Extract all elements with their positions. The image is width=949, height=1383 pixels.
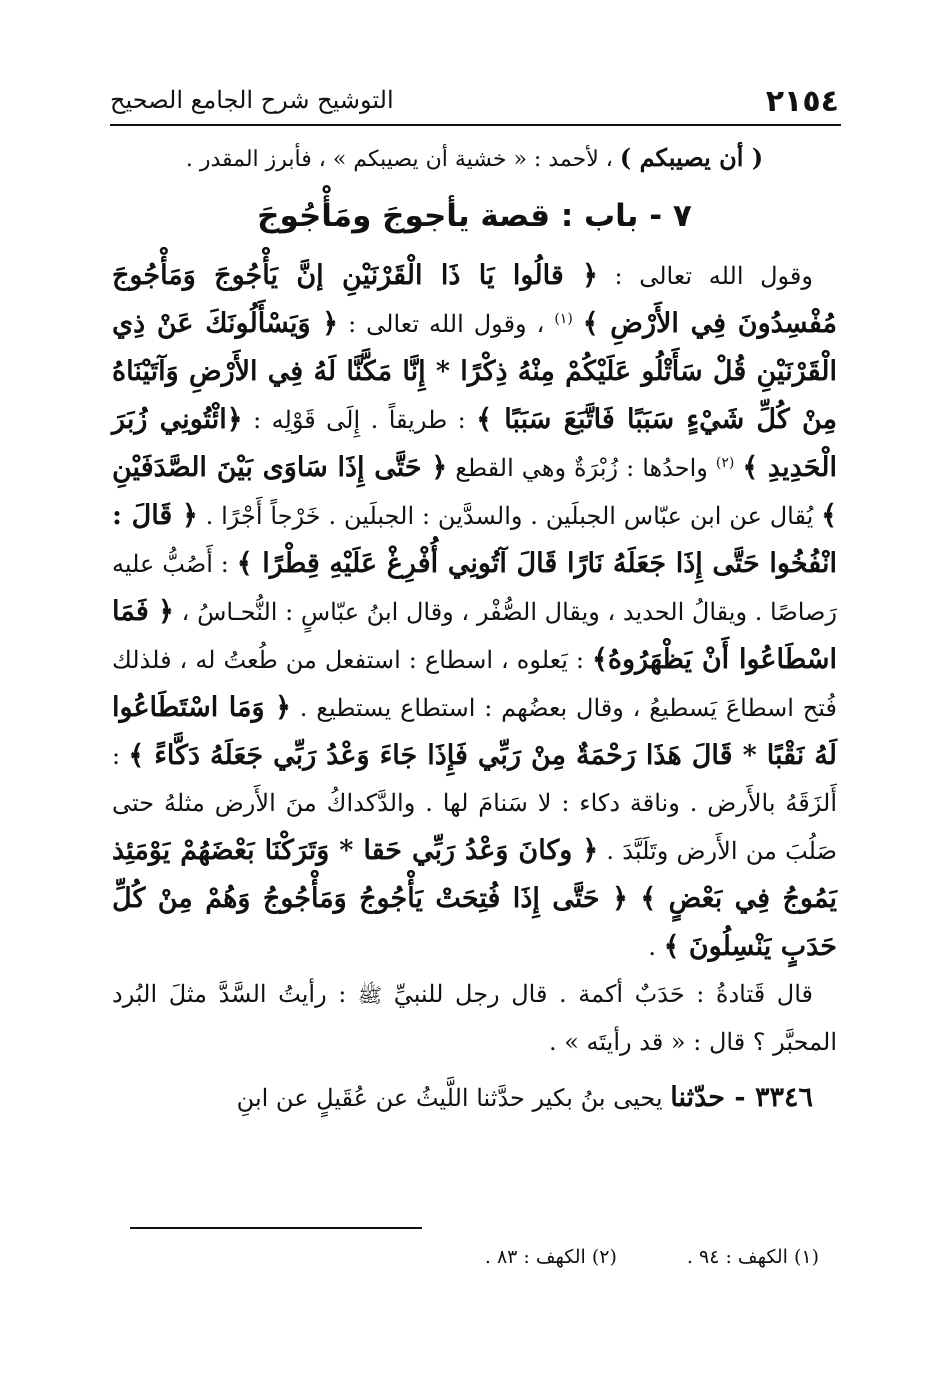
text-segment: يُقال عن ابن عبّاس الجبلَين . والسدَّين : الجبلَين . خَرْجاً أَجْرًا .: [205, 502, 814, 530]
qatada-paragraph: [112, 971, 837, 1066]
text-segment: : أَلزَقَهُ بالأَرض . وناقة دكاء : لا سَنامَ لها . والدَّكداكُ منَ الأَرض مثلهُ حتى صَلُبَ من الأَرض وتَلَبَّدَ .: [112, 742, 837, 865]
page-number: ٢١٥٤: [765, 84, 839, 119]
text-segment: واحدُها : زُبْرَةٌ وهي القطع: [455, 454, 708, 482]
hadith-text: يحيى بنُ بكير حدَّثنا اللَّيثُ عن عُقَيلٍ عن ابنِ: [236, 1084, 663, 1112]
text-segment: : أَصُبُّ عليه رَصاصًا . ويقالُ الحديد ، ويقال الصُّفْر ، وقال ابنُ عبّاسٍ : النُّحـاسُ ،: [112, 550, 837, 626]
intro-note: [112, 134, 837, 184]
quran-quote: ﴿ائْتُونِي زُبَرَ الْحَدِيدِ ﴾: [112, 404, 837, 483]
quran-quote: ﴿ قَالَ : انْفُخُوا حَتَّى إِذَا جَعَلَهُ نَارًا قَالَ آتُونِي أُفْرِغْ عَلَيْهِ قِطْرًا ﴾: [112, 500, 837, 579]
text-segment: قال قَتادةُ : حَدَبٌ أكمة . قال رجل للنبيِّ: [393, 980, 813, 1008]
text-segment: : طريقاً . إِلَى قَوْلِه :: [253, 406, 466, 434]
text-segment: .: [648, 933, 656, 961]
hadith-paragraph: [112, 1074, 837, 1122]
quran-quote: ﴿ حَتَّى إِذَا سَاوَى بَيْنَ الصَّدَفَيْنِ ﴾: [112, 452, 837, 531]
footnote-ref: (١): [554, 311, 573, 327]
footnotes: [300, 1246, 819, 1268]
salawat-glyph: ﷺ: [357, 983, 383, 1007]
text-segment: : رأيتُ السَّدَّ مثلَ البُرد المحبَّر ؟ قال : « قد رأيتَه » .: [112, 980, 837, 1056]
hadith-number: ٣٣٤٦ - حدّثنا: [670, 1082, 813, 1113]
text-segment: ، وقول الله تعالى :: [348, 310, 545, 338]
footnote-ref: (٢): [715, 455, 735, 471]
quran-quote: ﴿ وكانَ وَعْدُ رَبِّي حَقا * وَتَرَكْنَا بَعْضَهُمْ يَوْمَئِذ يَمُوجُ فِي بَعْضٍ ﴾ ﴿ حَتَّى إِذَا فُتِحَتْ يَأْجُوجُ وَمَأْجُوجُ وَهُمْ مِنْ كُلِّ حَدَبٍ يَنْسِلُونَ ﴾: [112, 835, 837, 962]
quran-quote: ﴿ فَمَا اسْطَاعُوا أَنْ يَظْهَرُوهُ﴾: [112, 596, 838, 675]
running-title: التوشيح شرح الجامع الصحيح: [110, 86, 394, 114]
quran-quote: ﴿ قالُوا يَا ذَا الْقَرْنَيْنِ إنَّ يَأْجُوجَ وَمَأْجُوجَ مُفْسِدُونَ فِي الأَرْضِ ﴾: [112, 260, 837, 339]
quran-quote: ﴿ وَيَسْأَلُونَكَ عَنْ ذِي الْقَرْنَيْنِ قُلْ سَأَتْلُو عَلَيْكُمْ مِنْهُ ذِكْرًا * إِنَّا مَكَّنَّا لَهُ فِي الأَرْضِ وَآتَيْنَاهُ مِنْ كُلِّ شَيْءٍ سَبَبًا فَاتَّبَعَ سَبَبًا ﴾: [112, 308, 837, 435]
footnote-rule: [130, 1227, 422, 1229]
footnote: (٢) الكهف : ٨٣ .: [484, 1246, 617, 1268]
intro-note-bold: ( أن يصيبكم ): [619, 143, 764, 172]
page-body: [112, 134, 837, 1122]
main-paragraph: [112, 252, 837, 971]
intro-note-rest: ، لأحمد : « خشية أن يصيبكم » ، فأبرز المقدر .: [185, 147, 613, 172]
header-rule: [110, 124, 841, 126]
text-segment: وقول الله تعالى :: [614, 262, 813, 290]
quran-quote: ﴿ وَمَا اسْتَطَاعُوا لَهُ نَقْبًا * قَالَ هَذَا رَحْمَةٌ مِنْ رَبِّي فَإِذَا جَاءَ وَعْدُ رَبِّي جَعَلَهُ دَكَّاءً ﴾: [112, 692, 837, 771]
footnote: (١) الكهف : ٩٤ .: [686, 1246, 819, 1268]
running-header: [100, 78, 839, 122]
chapter-heading: ٧ - باب : قصة يأجوجَ ومَأْجُوجَ: [257, 198, 692, 234]
text-segment: : يَعلوه ، اسطاع : استفعل من طُعتُ له ، فلذلك فُتح اسطاعَ يَسطيعُ ، وقال بعضُهم : استطاع يستطيع .: [112, 646, 837, 722]
